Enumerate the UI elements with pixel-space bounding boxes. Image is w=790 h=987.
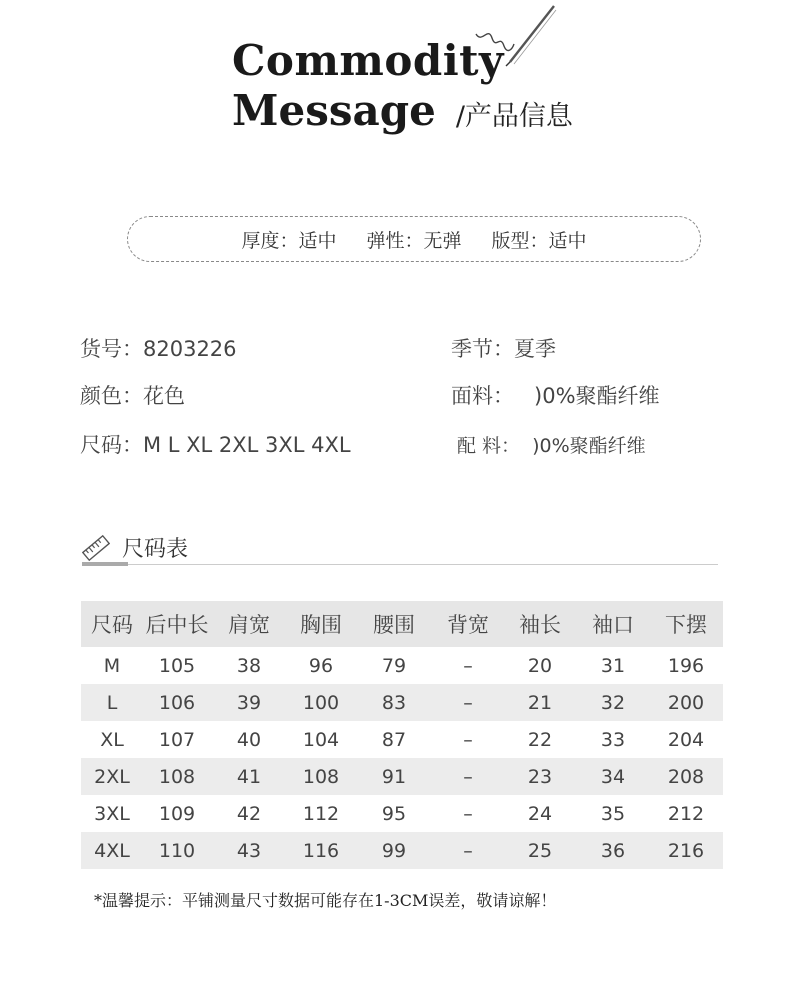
size-chart-heading bbox=[82, 532, 188, 563]
season: 季节：夏季 bbox=[451, 337, 556, 361]
title-line-message bbox=[232, 86, 573, 142]
table-cell: – bbox=[433, 832, 503, 869]
table-row bbox=[81, 684, 723, 721]
table-cell: 42 bbox=[236, 802, 262, 825]
table-cell: 112 bbox=[302, 802, 340, 825]
table-cell: 23 bbox=[503, 758, 577, 795]
col-header: 背宽 bbox=[433, 601, 503, 647]
table-cell: 107 bbox=[158, 728, 196, 751]
table-cell: 2XL bbox=[81, 758, 143, 795]
table-cell: 216 bbox=[649, 832, 723, 869]
col-header: 袖长 bbox=[503, 601, 577, 647]
table-row bbox=[81, 721, 723, 758]
table-cell: 21 bbox=[503, 684, 577, 721]
col-header: 肩宽 bbox=[211, 601, 287, 647]
col-header: 胸围 bbox=[287, 601, 355, 647]
divider bbox=[82, 564, 718, 565]
col-header: 下摆 bbox=[649, 601, 723, 647]
table-cell: 108 bbox=[143, 758, 211, 795]
lining: 配 料： )0%聚酯纤维 bbox=[457, 435, 646, 457]
size-table bbox=[81, 601, 723, 869]
table-cell: 106 bbox=[143, 684, 211, 721]
table-cell: 83 bbox=[355, 684, 433, 721]
col-header: 腰围 bbox=[355, 601, 433, 647]
attr-elasticity: 弹性：无弹 bbox=[366, 229, 462, 252]
table-cell: 34 bbox=[577, 758, 649, 795]
col-header: 尺码 bbox=[81, 601, 143, 647]
item-number: 货号：8203226 bbox=[80, 337, 237, 361]
table-row bbox=[81, 795, 723, 832]
table-cell: 39 bbox=[211, 684, 287, 721]
attr-fit: 版型：适中 bbox=[491, 229, 587, 252]
table-cell: 4XL bbox=[81, 832, 143, 869]
table-header-row bbox=[81, 601, 723, 647]
title-message-text: Message bbox=[232, 86, 436, 135]
col-header: 袖口 bbox=[577, 601, 649, 647]
table-cell: 96 bbox=[308, 654, 334, 677]
table-cell: 99 bbox=[355, 832, 433, 869]
table-cell: 109 bbox=[158, 802, 196, 825]
table-cell: 108 bbox=[287, 758, 355, 795]
table-cell: 87 bbox=[381, 728, 407, 751]
table-cell: 105 bbox=[158, 654, 196, 677]
table-cell: – bbox=[433, 684, 503, 721]
table-cell: 33 bbox=[600, 728, 626, 751]
table-cell: 43 bbox=[211, 832, 287, 869]
table-cell: 22 bbox=[527, 728, 553, 751]
table-cell: – bbox=[433, 758, 503, 795]
table-row bbox=[81, 758, 723, 795]
table-cell: 116 bbox=[287, 832, 355, 869]
size-chart-title: 尺码表 bbox=[122, 537, 189, 562]
table-cell: – bbox=[463, 728, 473, 751]
table-cell: 104 bbox=[302, 728, 340, 751]
table-cell: – bbox=[463, 654, 473, 677]
table-cell: 208 bbox=[649, 758, 723, 795]
attributes-pill bbox=[127, 216, 701, 262]
table-cell: 91 bbox=[355, 758, 433, 795]
table-cell: M bbox=[103, 654, 121, 677]
table-cell: 41 bbox=[211, 758, 287, 795]
divider-accent bbox=[82, 562, 128, 566]
table-cell: 32 bbox=[577, 684, 649, 721]
table-cell: 24 bbox=[527, 802, 553, 825]
table-cell: – bbox=[463, 802, 473, 825]
table-cell: 212 bbox=[667, 802, 705, 825]
table-cell: 79 bbox=[381, 654, 407, 677]
table-row bbox=[81, 647, 723, 684]
col-header: 后中长 bbox=[143, 601, 211, 647]
ruler-icon bbox=[82, 534, 110, 562]
table-cell: 196 bbox=[667, 654, 705, 677]
title-line-commodity: Commodity bbox=[232, 36, 504, 85]
attr-thickness: 厚度：适中 bbox=[241, 229, 337, 252]
table-cell: L bbox=[81, 684, 143, 721]
table-cell: 3XL bbox=[94, 802, 130, 825]
measurement-note: *温馨提示：平铺测量尺寸数据可能存在1-3CM误差，敬请谅解！ bbox=[94, 891, 557, 910]
color: 颜色：花色 bbox=[80, 384, 185, 408]
table-row bbox=[81, 832, 723, 869]
table-cell: XL bbox=[100, 728, 124, 751]
table-cell: 31 bbox=[600, 654, 626, 677]
table-cell: 110 bbox=[143, 832, 211, 869]
table-cell: 95 bbox=[381, 802, 407, 825]
table-cell: 40 bbox=[236, 728, 262, 751]
table-cell: 36 bbox=[577, 832, 649, 869]
table-cell: 35 bbox=[600, 802, 626, 825]
table-cell: 20 bbox=[527, 654, 553, 677]
title-subtitle: /产品信息 bbox=[455, 101, 573, 132]
fabric: 面料： )0%聚酯纤维 bbox=[451, 384, 660, 408]
table-cell: 100 bbox=[287, 684, 355, 721]
table-cell: 200 bbox=[649, 684, 723, 721]
pen-icon bbox=[470, 4, 560, 79]
available-sizes: 尺码：M L XL 2XL 3XL 4XL bbox=[80, 433, 351, 457]
table-cell: 204 bbox=[667, 728, 705, 751]
table-cell: 38 bbox=[236, 654, 262, 677]
table-cell: 25 bbox=[503, 832, 577, 869]
